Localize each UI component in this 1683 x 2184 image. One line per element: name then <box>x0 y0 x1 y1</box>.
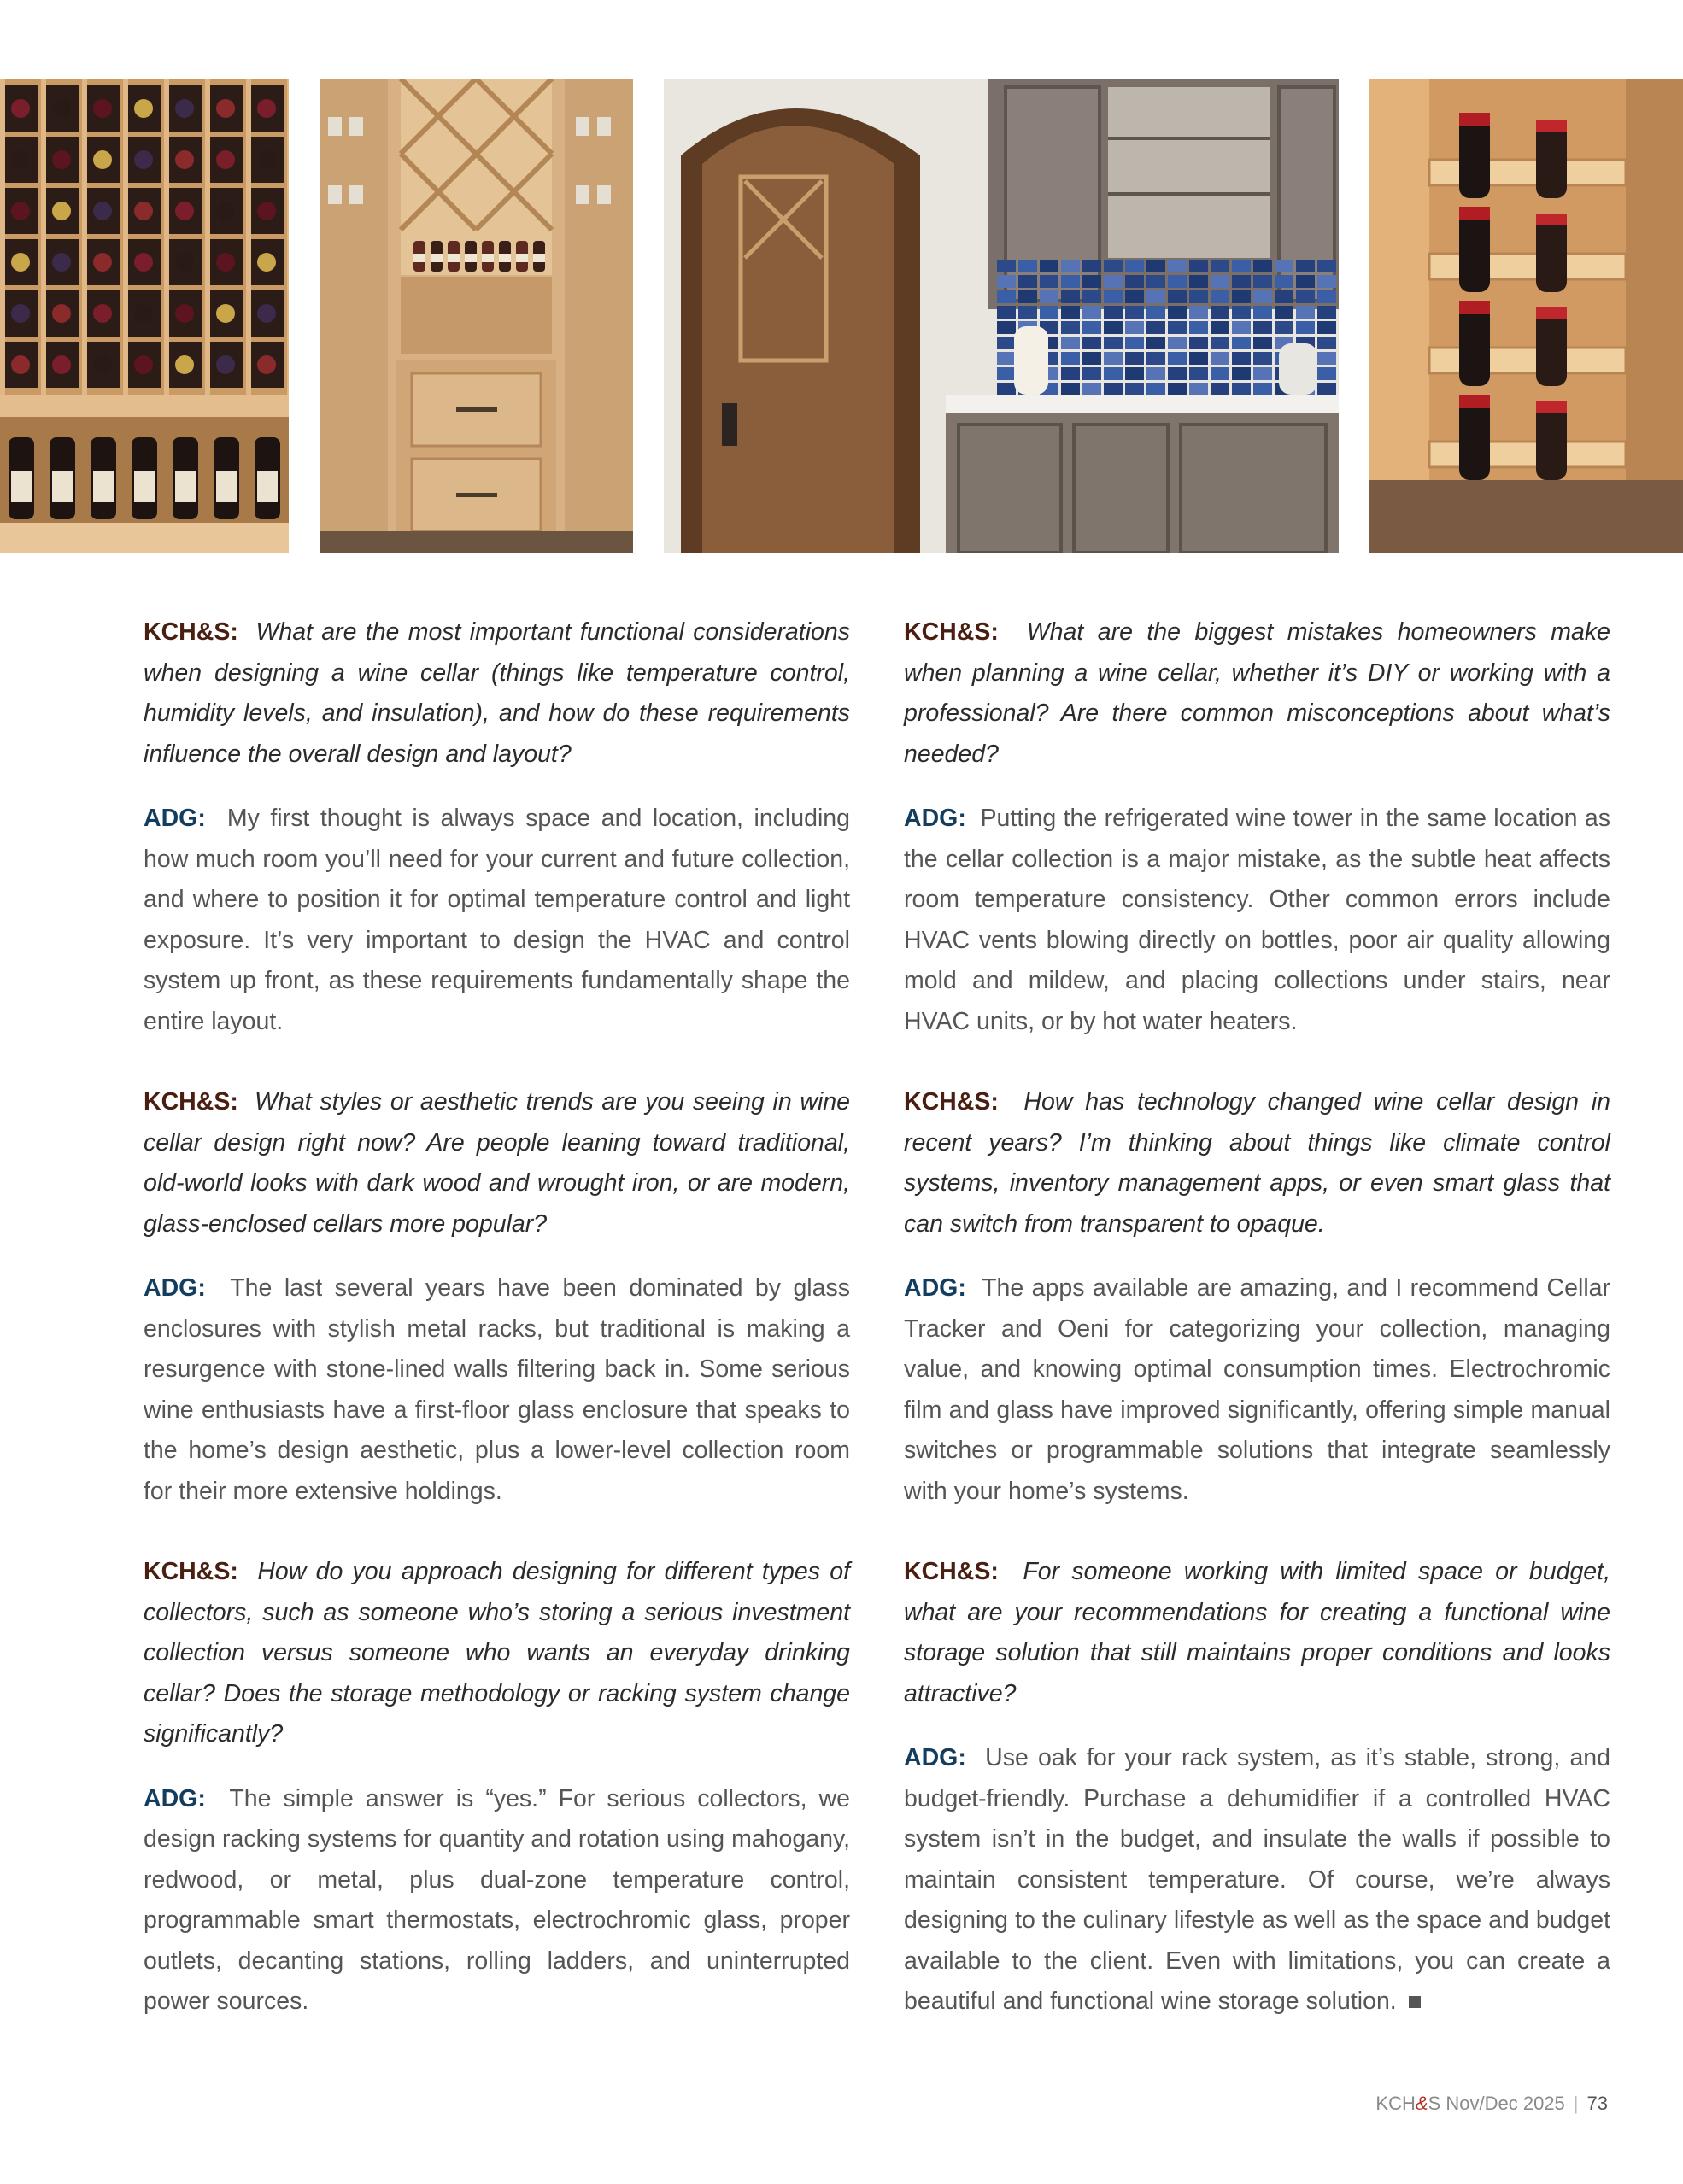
question-tag: KCH&S: <box>144 618 238 646</box>
rack-divider <box>82 79 87 395</box>
backsplash-tile <box>1296 306 1315 319</box>
backsplash-tile <box>1317 260 1336 272</box>
backsplash-tile <box>1125 275 1144 288</box>
bottle-capsule <box>1459 113 1490 126</box>
backsplash-tile <box>1061 290 1080 303</box>
answer <box>904 1268 1610 1512</box>
bottle-end <box>52 253 71 272</box>
rack-divider <box>41 79 46 395</box>
qa-block <box>904 1082 1610 1512</box>
backsplash-tile <box>1104 367 1123 380</box>
bottle-end <box>257 99 276 118</box>
backsplash-tile <box>997 383 1016 395</box>
photo-pullout-wine-drawers <box>1369 79 1683 553</box>
bottle-label <box>216 471 237 502</box>
right-column <box>904 612 1610 2023</box>
backsplash-tile <box>1317 306 1336 319</box>
answer-tag: ADG: <box>144 1274 206 1302</box>
backsplash-tile <box>1168 367 1187 380</box>
backsplash-tile <box>1040 306 1058 319</box>
backsplash-tile <box>1275 321 1293 334</box>
bottle-end <box>11 304 30 323</box>
backsplash-tile <box>1146 275 1165 288</box>
drawer-illustration <box>1369 79 1683 553</box>
bottle-label <box>93 471 114 502</box>
backsplash-tile <box>1189 383 1208 395</box>
bottle-label <box>175 471 196 502</box>
question-tag: KCH&S: <box>904 1088 999 1115</box>
backsplash-tile <box>1211 352 1229 365</box>
backsplash-tile <box>1232 383 1251 395</box>
backsplash-tile <box>1168 321 1187 334</box>
bottle-label <box>413 254 425 262</box>
backsplash-tile <box>1125 290 1144 303</box>
backsplash-tile <box>1146 383 1165 395</box>
bottle-end <box>216 150 235 169</box>
backsplash-tile <box>1189 260 1208 272</box>
backsplash-tile <box>1296 260 1315 272</box>
backsplash-tile <box>1104 383 1123 395</box>
backsplash-tile <box>1211 306 1229 319</box>
rack-divider <box>287 79 289 395</box>
cabinet-illustration <box>320 79 633 553</box>
question-text: What are the biggest mistakes homeowners make when planning a wine cellar, whether it’s DIY or working with a professional? Are there common misconceptions about what’s needed? <box>904 618 1610 768</box>
answer <box>144 799 850 1042</box>
backsplash-tile <box>997 290 1016 303</box>
bottle-end <box>216 355 235 374</box>
bottle-end <box>257 253 276 272</box>
bottle-capsule <box>1459 207 1490 220</box>
bottle-label <box>482 254 494 262</box>
bottle-label <box>465 254 477 262</box>
backsplash-tile <box>1317 275 1336 288</box>
backsplash-tile <box>1125 337 1144 349</box>
brand-end: S <box>1428 2093 1441 2114</box>
bottle-end <box>93 202 112 220</box>
backsplash-tile <box>1317 321 1336 334</box>
qa-block <box>144 1082 850 1512</box>
backsplash-tile <box>1082 352 1101 365</box>
bottle-end <box>11 150 30 169</box>
backsplash-tile <box>1253 290 1272 303</box>
answer-tag: ADG: <box>904 1744 966 1771</box>
backsplash-tile <box>1082 290 1101 303</box>
question-text: How has technology changed wine cellar design in recent years? I’m thinking about things like climate control systems, inventory management apps, or even smart glass that can switch from transparent to opaque. <box>904 1088 1611 1238</box>
backsplash-tile <box>1061 306 1080 319</box>
backsplash-tile <box>1125 306 1144 319</box>
answer-text: The last several years have been dominated by glass enclosures with stylish metal racks, but traditional is making a resurgence with stone-lined walls filtering back in. Some serious wine enthusiasts have a first-floor glass enclosure that speaks to the home’s design aesthetic, plus a lower-level collection room for their more extensive holdings. <box>144 1274 850 1505</box>
bottle-capsule <box>1459 301 1490 314</box>
backsplash-tile <box>1253 352 1272 365</box>
backsplash-tile <box>1125 260 1144 272</box>
backsplash-tile <box>1189 321 1208 334</box>
backsplash-tile <box>1125 367 1144 380</box>
question-tag: KCH&S: <box>144 1088 238 1115</box>
bottle-label <box>533 254 545 262</box>
drawer-front <box>1429 442 1626 467</box>
question <box>904 1552 1610 1714</box>
rack-divider <box>164 79 169 395</box>
backsplash-tile <box>1232 290 1251 303</box>
answer-tag: ADG: <box>904 1274 966 1302</box>
bottle-end <box>93 150 112 169</box>
answer-text: Use oak for your rack system, as it’s stable, strong, and budget-friendly. Purchase a dehumidifier if a controlled HVAC system isn’t in the budget, and insulate the walls if possible to maintain consistent temperature. Of course, we’re always designing to the culinary lifestyle as well as the space and budget available to the client. Even with limitations, you can create a beautiful and functional wine storage solution. <box>904 1744 1610 2015</box>
bottle-end <box>134 202 153 220</box>
backsplash-tile <box>1253 321 1272 334</box>
question-tag: KCH&S: <box>904 1558 999 1585</box>
bottle-capsule <box>1536 401 1567 413</box>
question <box>144 1082 850 1244</box>
bottle-label <box>431 254 443 262</box>
qa-block <box>904 1552 1610 2023</box>
backsplash-tile <box>1168 290 1187 303</box>
answer-text: The simple answer is “yes.” For serious collectors, we design racking systems for quantity and rotation using mahogany, redwood, or metal, plus dual-zone temperature control, programmable smart thermostats, electrochromic glass, proper outlets, decanting stations, rolling ladders, and uninterrupted power sources. <box>144 1784 850 2015</box>
footer-separator: | <box>1573 2093 1579 2114</box>
backsplash-tile <box>997 260 1016 272</box>
backsplash-tile <box>1018 275 1037 288</box>
bottle-end <box>175 304 194 323</box>
end-of-article-square-icon <box>1409 1996 1421 2008</box>
backsplash-tile <box>1061 367 1080 380</box>
backsplash-tile <box>1296 275 1315 288</box>
backsplash-tile <box>1253 383 1272 395</box>
backsplash-tile <box>1061 337 1080 349</box>
backsplash-tile <box>1189 337 1208 349</box>
backsplash-tile <box>1146 352 1165 365</box>
qa-block <box>144 1552 850 2023</box>
backsplash-tile <box>1232 260 1251 272</box>
backsplash-tile <box>997 306 1016 319</box>
bottle-label <box>52 471 73 502</box>
bottle-end <box>257 355 276 374</box>
wine-rack-illustration <box>0 79 289 553</box>
answer-tag: ADG: <box>904 805 966 832</box>
backsplash-tile <box>1275 275 1293 288</box>
question <box>144 1552 850 1755</box>
bottle-capsule <box>1536 120 1567 132</box>
backsplash-tile <box>1317 352 1336 365</box>
question-tag: KCH&S: <box>904 618 999 646</box>
bottle-end <box>11 355 30 374</box>
backsplash-tile <box>1275 290 1293 303</box>
backsplash-tile <box>997 275 1016 288</box>
backsplash-tile <box>1104 352 1123 365</box>
backsplash-tile <box>1146 290 1165 303</box>
backsplash-tile <box>1317 383 1336 395</box>
bottle-end <box>216 304 235 323</box>
photo-wet-bar-arched-door <box>664 79 1339 553</box>
answer-text: My first thought is always space and location, including how much room you’ll need for your current and future collection, and where to position it for optimal temperature control and light exposure. It’s very important to design the HVAC and control system up front, as these requirements fundamentally shape the entire layout. <box>144 805 850 1035</box>
rack-divider <box>123 79 128 395</box>
backsplash-tile <box>1146 367 1165 380</box>
backsplash-tile <box>1018 260 1037 272</box>
backsplash-tile <box>1296 290 1315 303</box>
backsplash-tile <box>1146 321 1165 334</box>
backsplash-tile <box>1211 367 1229 380</box>
bottle-end <box>216 202 235 220</box>
bottle-end <box>52 355 71 374</box>
backsplash-tile <box>1104 337 1123 349</box>
bottle-end <box>134 304 153 323</box>
backsplash-tile <box>1168 260 1187 272</box>
bottle-end <box>257 202 276 220</box>
backsplash-tile <box>1040 275 1058 288</box>
backsplash-tile <box>1168 383 1187 395</box>
bottle-end <box>175 253 194 272</box>
wet-bar-illustration <box>664 79 1339 553</box>
backsplash-tile <box>1253 260 1272 272</box>
bottle-label <box>257 471 278 502</box>
drawer-front <box>1429 160 1626 185</box>
answer-tag: ADG: <box>144 1784 206 1812</box>
bottle-end <box>134 99 153 118</box>
photo-oak-cabinet-diamond-rack <box>320 79 633 553</box>
backsplash-tile <box>1211 337 1229 349</box>
question <box>904 612 1610 775</box>
backsplash-tile <box>997 352 1016 365</box>
backsplash-tile <box>1275 306 1293 319</box>
answer <box>904 1738 1610 2023</box>
page-number: 73 <box>1586 2093 1608 2114</box>
backsplash-tile <box>1317 337 1336 349</box>
backsplash-tile <box>1040 290 1058 303</box>
bottle-end <box>52 304 71 323</box>
backsplash-tile <box>1168 337 1187 349</box>
backsplash-tile <box>1146 306 1165 319</box>
backsplash-tile <box>1082 383 1101 395</box>
backsplash-tile <box>1104 321 1123 334</box>
page-footer <box>1375 2093 1608 2115</box>
backsplash-tile <box>1168 275 1187 288</box>
bottle-end <box>11 202 30 220</box>
photo-wine-rack-cubbies <box>0 79 289 553</box>
backsplash-tile <box>1232 337 1251 349</box>
backsplash-tile <box>1211 260 1229 272</box>
backsplash-tile <box>1232 321 1251 334</box>
bottle-capsule <box>1536 307 1567 319</box>
backsplash-tile <box>1018 306 1037 319</box>
bottle-end <box>175 202 194 220</box>
drawer-front <box>1429 348 1626 373</box>
backsplash-tile <box>997 321 1016 334</box>
backsplash-tile <box>1061 260 1080 272</box>
backsplash-tile <box>1061 321 1080 334</box>
backsplash-tile <box>1189 306 1208 319</box>
backsplash-tile <box>1253 337 1272 349</box>
bottle-end <box>257 150 276 169</box>
photo-strip <box>0 79 1683 553</box>
left-column <box>144 612 850 2023</box>
brand-ampersand: & <box>1415 2093 1428 2114</box>
bottle-end <box>134 150 153 169</box>
bottle-end <box>93 99 112 118</box>
backsplash-tile <box>1296 321 1315 334</box>
backsplash-tile <box>1232 352 1251 365</box>
question <box>904 1082 1610 1244</box>
backsplash-tile <box>1168 352 1187 365</box>
drawer-front <box>1429 254 1626 279</box>
backsplash-tile <box>1104 290 1123 303</box>
backsplash-tile <box>1104 275 1123 288</box>
bottle-label <box>448 254 460 262</box>
backsplash-tile <box>1189 275 1208 288</box>
backsplash-tile <box>1104 260 1123 272</box>
question-text: What styles or aesthetic trends are you seeing in wine cellar design right now? Are people leaning toward traditional, old-world looks with dark wood and wrought iron, or are modern, glass-enclosed cellars more popular? <box>144 1088 850 1238</box>
backsplash-tile <box>1125 321 1144 334</box>
rack-divider <box>0 79 5 395</box>
backsplash-tile <box>1211 383 1229 395</box>
backsplash-tile <box>1061 383 1080 395</box>
answer <box>904 799 1610 1042</box>
backsplash-tile <box>1082 306 1101 319</box>
backsplash-tile <box>1253 306 1272 319</box>
bottle-label <box>499 254 511 262</box>
bottle-capsule <box>1459 395 1490 408</box>
rack-divider <box>246 79 251 395</box>
backsplash-tile <box>1082 321 1101 334</box>
backsplash-tile <box>1253 367 1272 380</box>
bottle-end <box>93 355 112 374</box>
backsplash-tile <box>1082 367 1101 380</box>
backsplash-tile <box>1189 352 1208 365</box>
backsplash-tile <box>1082 337 1101 349</box>
backsplash-tile <box>1082 275 1101 288</box>
bottle-end <box>216 253 235 272</box>
bottle-end <box>11 253 30 272</box>
bottle-end <box>134 253 153 272</box>
question-tag: KCH&S: <box>144 1558 238 1585</box>
backsplash-tile <box>1275 260 1293 272</box>
backsplash-tile <box>1104 306 1123 319</box>
rack-divider <box>205 79 210 395</box>
backsplash-tile <box>1040 260 1058 272</box>
issue-date: Nov/Dec 2025 <box>1446 2093 1565 2114</box>
backsplash-tile <box>1125 352 1144 365</box>
bottle-end <box>175 355 194 374</box>
answer-text: The apps available are amazing, and I recommend Cellar Tracker and Oeni for categorizing your collection, managing value, and knowing optimal consumption times. Electrochromic film and glass have improved significantly, offering simple manual switches or programmable solutions that integrate seamlessly with your home’s systems. <box>904 1274 1610 1505</box>
backsplash-tile <box>1211 275 1229 288</box>
backsplash-tile <box>1018 290 1037 303</box>
bottle-end <box>216 99 235 118</box>
backsplash-tile <box>1211 290 1229 303</box>
question-text: What are the most important functional considerations when designing a wine cellar (things like temperature control, humidity levels, and insulation), and how do these requirements influence the overall design and layout? <box>144 618 850 768</box>
question-text: How do you approach designing for different types of collectors, such as someone who’s storing a serious investment collection versus someone who wants an everyday drinking cellar? Does the storage methodology or racking system change significantly? <box>144 1558 851 1748</box>
brand-start: KCH <box>1375 2093 1416 2114</box>
bottle-end <box>175 99 194 118</box>
backsplash-tile <box>1317 367 1336 380</box>
backsplash-tile <box>1211 321 1229 334</box>
backsplash-tile <box>997 367 1016 380</box>
bottle-end <box>134 355 153 374</box>
backsplash-tile <box>1061 275 1080 288</box>
backsplash-tile <box>1189 367 1208 380</box>
answer <box>144 1268 850 1512</box>
bottle-end <box>175 150 194 169</box>
bottle-end <box>93 253 112 272</box>
answer-text: Putting the refrigerated wine tower in the same location as the cellar collection is a major mistake, as the subtle heat affects room temperature consistency. Other common errors include HVAC vents blowing directly on bottles, poor air quality allowing mold and mildew, and placing collections under stairs, near HVAC units, or by hot water heaters. <box>904 805 1610 1035</box>
question-text: For someone working with limited space or budget, what are your recommendations for creating a functional wine storage solution that still maintains proper conditions and looks attractive? <box>904 1558 1610 1707</box>
bottle-end <box>52 150 71 169</box>
backsplash-tile <box>1146 337 1165 349</box>
backsplash-tile <box>997 337 1016 349</box>
backsplash-tile <box>1125 383 1144 395</box>
qa-block <box>144 612 850 1042</box>
answer <box>144 1779 850 2023</box>
bottle-end <box>257 304 276 323</box>
backsplash-tile <box>1253 275 1272 288</box>
bottle-label <box>516 254 528 262</box>
backsplash-tile <box>1146 260 1165 272</box>
backsplash-tile <box>1061 352 1080 365</box>
bottle-label <box>134 471 155 502</box>
backsplash-tile <box>1232 367 1251 380</box>
backsplash-tile <box>1232 275 1251 288</box>
qa-block <box>904 612 1610 1042</box>
bottle-capsule <box>1536 214 1567 225</box>
backsplash-tile <box>1189 290 1208 303</box>
question <box>144 612 850 775</box>
bottle-end <box>11 99 30 118</box>
backsplash-tile <box>1168 306 1187 319</box>
answer-tag: ADG: <box>144 805 206 832</box>
bottle-end <box>52 202 71 220</box>
backsplash-tile <box>1082 260 1101 272</box>
bottle-end <box>93 304 112 323</box>
backsplash-tile <box>1232 306 1251 319</box>
bottle-end <box>52 99 71 118</box>
bottle-label <box>11 471 32 502</box>
backsplash-tile <box>1317 290 1336 303</box>
